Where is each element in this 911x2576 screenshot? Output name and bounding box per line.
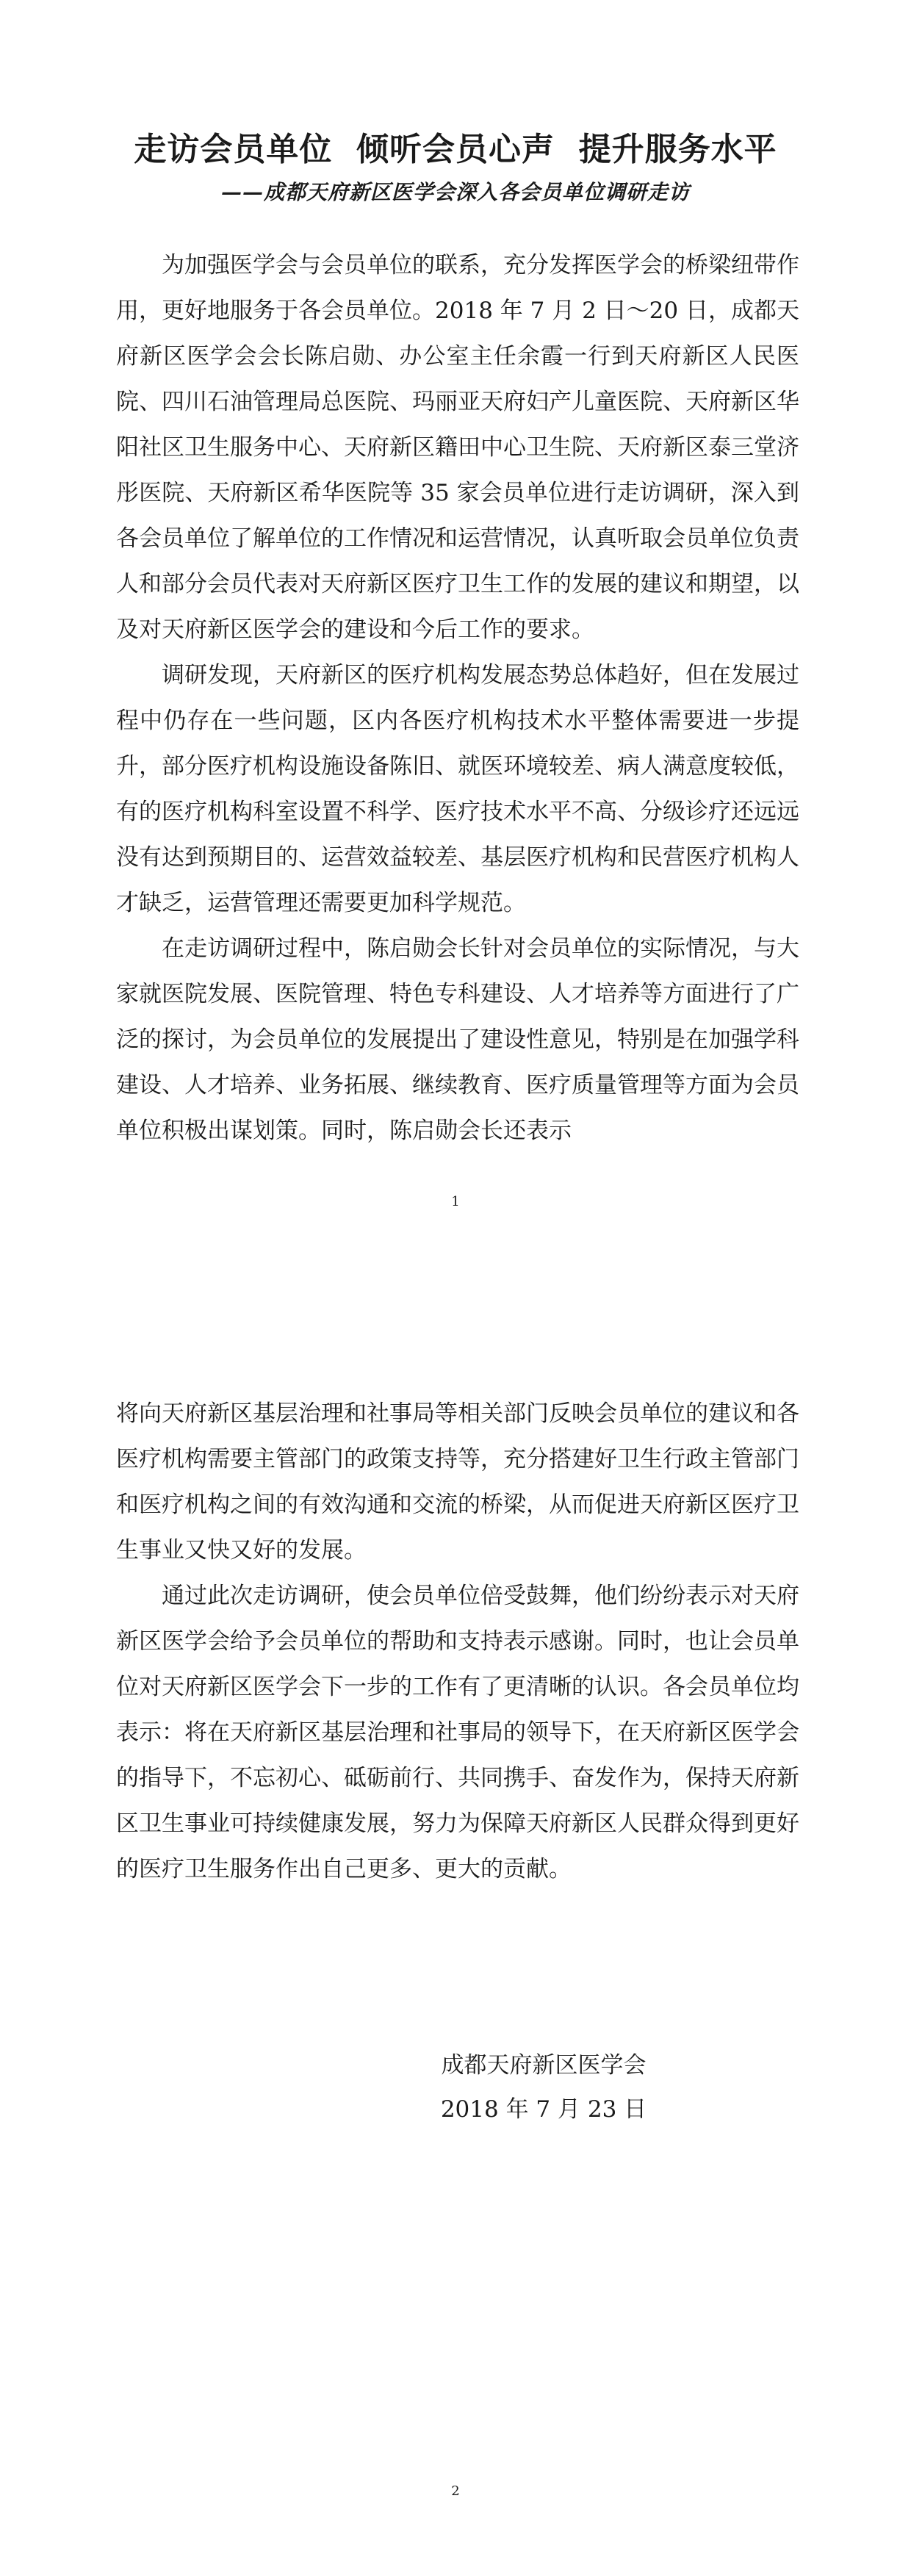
paragraph-conclusion: 通过此次走访调研，使会员单位倍受鼓舞，他们纷纷表示对天府新区医学会给予会员单位的帮助和支持表示感谢。同时，也让会员单位对天府新区医学会下一步的工作有了更清晰的认识。各会员单位均表示：将在天府新区基层治理和社事局的领导下，在天府新区医学会的指导下，不忘初心、砥砺前行、共同携手、奋发作为，保持天府新区卫生事业可持续健康发展，努力为保障天府新区人民群众得到更好的医疗卫生服务作出自己更多、更大的贡献。 <box>116 1583 799 1882</box>
page-1-body <box>116 242 799 1154</box>
signature-organization: 成都天府新区医学会 <box>441 2052 647 2079</box>
page-number: 1 <box>451 1194 460 1209</box>
page-number: 2 <box>451 2483 460 2499</box>
signature-date: 2018 年 7 月 23 日 <box>440 2096 647 2123</box>
document-title: 走访会员单位 倾听会员心声 提升服务水平 <box>134 131 777 168</box>
page-2-body <box>116 1391 799 1892</box>
document-subtitle: ——成都天府新区医学会深入各会员单位调研走访 <box>220 180 690 204</box>
paragraph-discussion-continued: 将向天府新区基层治理和社事局等相关部门反映会员单位的建议和各医疗机构需要主管部门的政策支持等，充分搭建好卫生行政主管部门和医疗机构之间的有效沟通和交流的桥梁，从而促进天府新区医疗卫生事业又快又好的发展。 <box>116 1400 799 1564</box>
document-page-2 <box>0 1288 911 2576</box>
paragraph-findings: 调研发现，天府新区的医疗机构发展态势总体趋好，但在发展过程中仍存在一些问题，区内各医疗机构技术水平整体需要进一步提升，部分医疗机构设施设备陈旧、就医环境较差、病人满意度较低，有的医疗机构科室设置不科学、医疗技术水平不高、分级诊疗还远远没有达到预期目的、运营效益较差、基层医疗机构和民营医疗机构人才缺乏，运营管理还需要更加科学规范。 <box>116 662 799 916</box>
signature-block <box>411 2043 676 2131</box>
paragraph-discussion: 在走访调研过程中，陈启勋会长针对会员单位的实际情况，与大家就医院发展、医院管理、特色专科建设、人才培养等方面进行了广泛的探讨，为会员单位的发展提出了建设性意见，特别是在加强学科建设、人才培养、业务拓展、继续教育、医疗质量管理等方面为会员单位积极出谋划策。同时，陈启勋会长还表示 <box>116 935 799 1144</box>
paragraph-intro: 为加强医学会与会员单位的联系，充分发挥医学会的桥梁纽带作用，更好地服务于各会员单位。2018 年 7 月 2 日～20 日，成都天府新区医学会会长陈启勋、办公室主任余霞一行到天府新区人民医院、四川石油管理局总医院、玛丽亚天府妇产儿童医院、天府新区华阳社区卫生服务中心、天府新区籍田中心卫生院、天府新区泰三堂济彤医院、天府新区希华医院等 35 家会员单位进行走访调研，深入到各会员单位了解单位的工作情况和运营情况，认真听取会员单位负责人和部分会员代表对天府新区医疗卫生工作的发展的建议和期望，以及对天府新区医学会的建设和今后工作的要求。 <box>116 252 799 643</box>
